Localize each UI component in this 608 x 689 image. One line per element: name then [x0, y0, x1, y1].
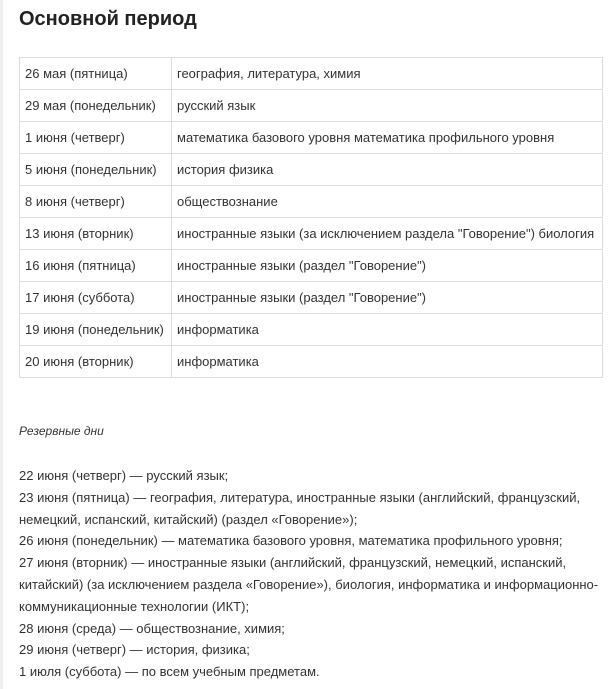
date-cell: 16 июня (пятница) — [20, 250, 172, 282]
table-row — [20, 90, 603, 122]
reserve-day-item: 28 июня (среда) — обществознание, химия; — [19, 620, 285, 636]
table-row — [20, 154, 603, 186]
date-cell: 29 мая (понедельник) — [20, 90, 172, 122]
table-row — [20, 58, 603, 90]
subjects-cell: история физика — [172, 154, 603, 186]
reserve-day-item: 27 июня (вторник) — иностранные языки (английский, французский, немецкий, испанский, китайский) (за исключением раздела «Говорение»), биология, информатика и информационно-коммуникационные технологии (ИКТ); — [19, 555, 599, 614]
table-row — [20, 186, 603, 218]
reserve-day-item: 29 июня (четверг) — история, физика; — [19, 642, 250, 658]
subjects-cell: иностранные языки (за исключением раздела "Говорение") биология — [172, 218, 603, 250]
page-title: Основной период — [19, 8, 197, 30]
table-row — [20, 282, 603, 314]
left-border — [0, 0, 3, 689]
table-row — [20, 314, 603, 346]
subjects-cell: математика базового уровня математика профильного уровня — [172, 122, 603, 154]
subjects-cell: иностранные языки (раздел "Говорение") — [172, 282, 603, 314]
subjects-cell: иностранные языки (раздел "Говорение") — [172, 250, 603, 282]
date-cell: 5 июня (понедельник) — [20, 154, 172, 186]
date-cell: 19 июня (понедельник) — [20, 314, 172, 346]
subjects-cell: география, литература, химия — [172, 58, 603, 90]
date-cell: 8 июня (четверг) — [20, 186, 172, 218]
table-row — [20, 122, 603, 154]
table-row — [20, 218, 603, 250]
table-row — [20, 250, 603, 282]
subjects-cell: русский язык — [172, 90, 603, 122]
reserve-days-heading: Резервные дни — [19, 424, 104, 438]
reserve-day-item: 23 июня (пятница) — география, литература, иностранные языки (английский, французский, немецкий, испанский, китайский) (раздел «Говорение»); — [19, 489, 581, 527]
reserve-day-item: 22 июня (четверг) — русский язык; — [19, 468, 229, 483]
reserve-days-list — [19, 465, 599, 683]
date-cell: 17 июня (суббота) — [20, 282, 172, 314]
date-cell: 13 июня (вторник) — [20, 218, 172, 250]
subjects-cell: информатика — [172, 346, 603, 378]
subjects-cell: информатика — [172, 314, 603, 346]
schedule-table — [19, 57, 603, 378]
table-row — [20, 346, 603, 378]
date-cell: 26 мая (пятница) — [20, 58, 172, 90]
reserve-day-item: 1 июля (суббота) — по всем учебным предметам. — [19, 664, 320, 680]
subjects-cell: обществознание — [172, 186, 603, 218]
reserve-day-item: 26 июня (понедельник) — математика базового уровня, математика профильного уровня; — [19, 533, 563, 549]
date-cell: 20 июня (вторник) — [20, 346, 172, 378]
date-cell: 1 июня (четверг) — [20, 122, 172, 154]
